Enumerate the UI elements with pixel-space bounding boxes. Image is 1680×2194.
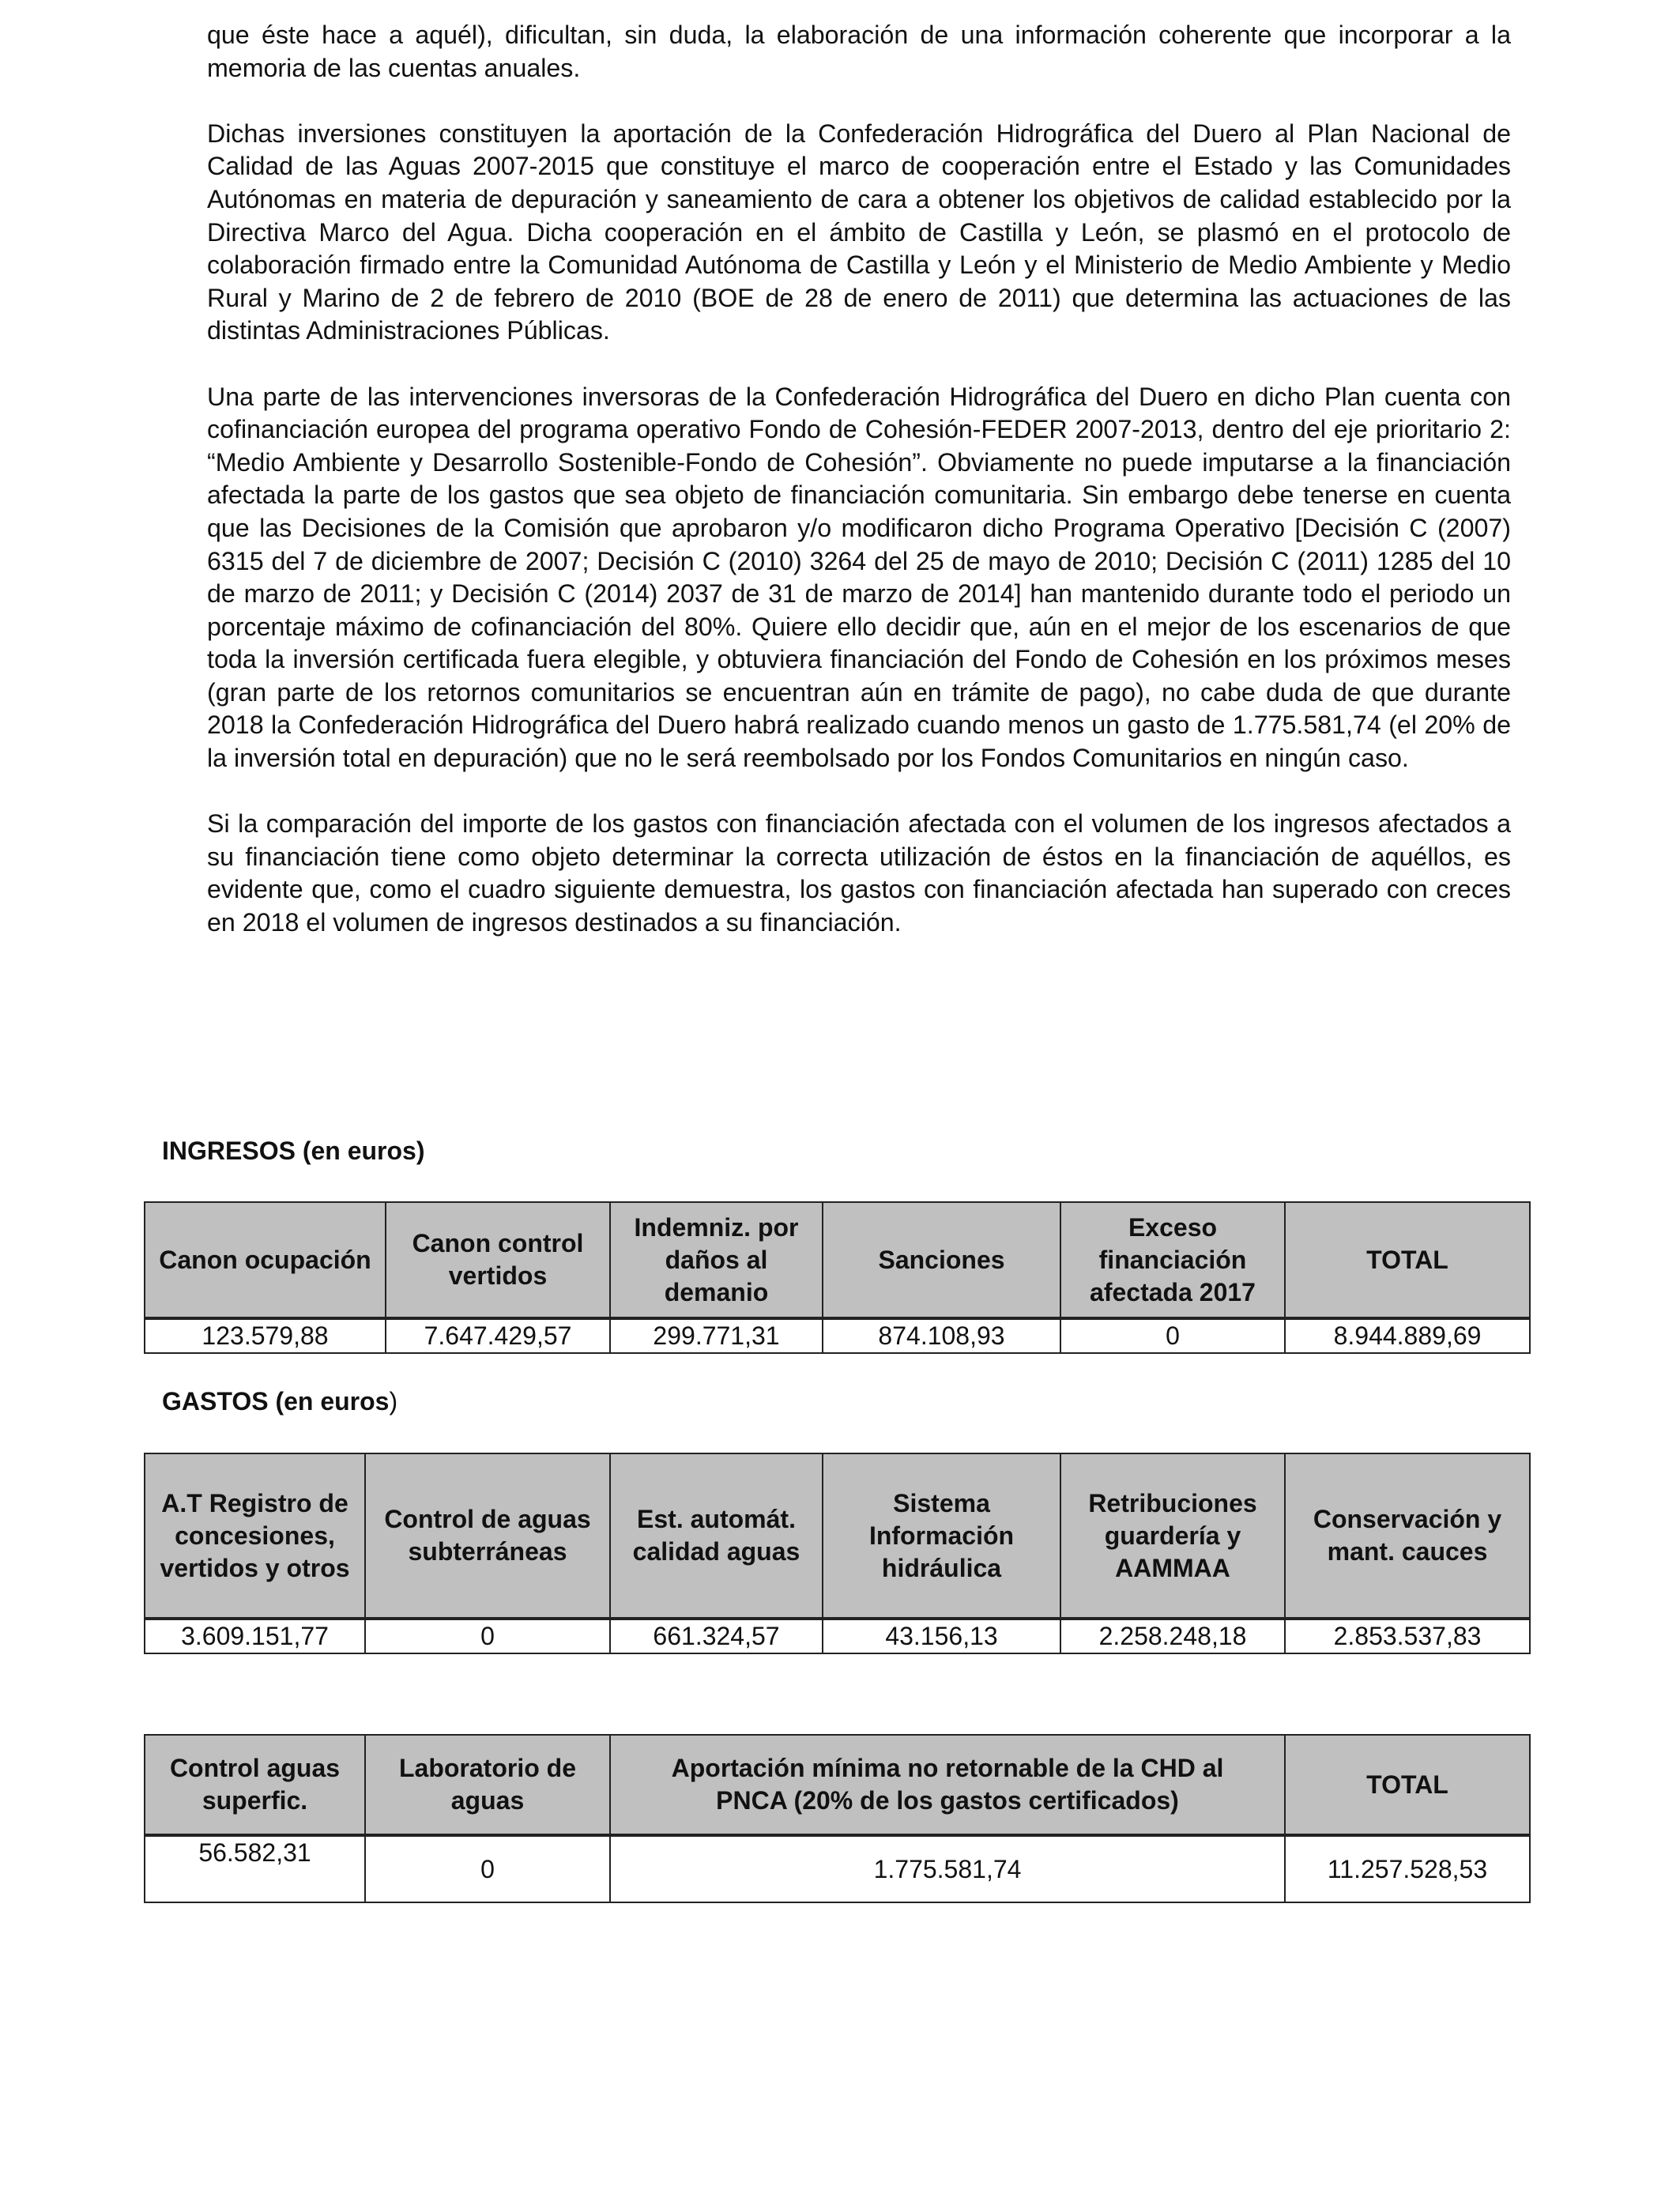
paragraph: Dichas inversiones constituyen la aportación de la Confederación Hidrográfica del Duero al Plan Nacional de Calidad de las Aguas 2007-2015 que constituye el marco de cooperación entre el Estado y las Comunidades Autónomas en materia de depuración y saneamiento de cara a obtener los objetivos de calidad establecido por la Directiva Marco del Agua. Dicha cooperación en el ámbito de Castilla y León, se plasmó en el protocolo de colaboración firmado entre la Comunidad Autónoma de Castilla y León y el Ministerio de Medio Ambiente y Medio Rural y Marino de 2 de febrero de 2010 (BOE de 28 de enero de 2011) que determina las actuaciones de las distintas Administraciones Públicas. <box>207 119 1511 345</box>
value-cell: 0 <box>365 1619 610 1653</box>
value-cell: 2.258.248,18 <box>1060 1619 1285 1653</box>
header-cell: Est. automát. calidad aguas <box>610 1453 823 1619</box>
value-cell: 1.775.581,74 <box>610 1835 1285 1902</box>
gastos-heading-tail: ) <box>389 1387 398 1416</box>
paragraph: que éste hace a aquél), dificultan, sin duda, la elaboración de una información coherente que incorporar a la memoria de las cuentas anuales. <box>207 21 1511 82</box>
value-cell: 8.944.889,69 <box>1285 1318 1530 1353</box>
header-cell: Control aguas superfic. <box>145 1735 365 1835</box>
paragraph: Si la comparación del importe de los gastos con financiación afectada con el volumen de los ingresos afectados a su financiación tiene como objeto determinar la correcta utilización de éstos en la financiación de aquéllos, es evidente que, como el cuadro siguiente demuestra, los gastos con financiación afectada han superado con creces en 2018 el volumen de ingresos destinados a su financiación. <box>207 809 1511 937</box>
value-cell: 661.324,57 <box>610 1619 823 1653</box>
header-cell: TOTAL <box>1285 1735 1530 1835</box>
gastos-heading <box>162 1387 397 1416</box>
header-cell: Exceso financiación afectada 2017 <box>1060 1202 1285 1318</box>
gastos-table-2 <box>144 1734 1531 1903</box>
header-cell: Sanciones <box>823 1202 1060 1318</box>
value-cell: 2.853.537,83 <box>1285 1619 1530 1653</box>
header-cell: A.T Registro de concesiones, vertidos y otros <box>145 1453 365 1619</box>
value-cell: 7.647.429,57 <box>386 1318 610 1353</box>
value-cell: 0 <box>365 1835 610 1902</box>
ingresos-table <box>144 1201 1531 1354</box>
value-cell: 43.156,13 <box>823 1619 1060 1653</box>
table-header-row <box>145 1202 1530 1318</box>
header-cell: Indemniz. por daños al demanio <box>610 1202 823 1318</box>
value-cell: 3.609.151,77 <box>145 1619 365 1653</box>
value-cell: 299.771,31 <box>610 1318 823 1353</box>
gastos-heading-text: GASTOS (en euros <box>162 1387 390 1416</box>
table-header-row <box>145 1735 1530 1835</box>
header-cell: Laboratorio de aguas <box>365 1735 610 1835</box>
table-header-row <box>145 1453 1530 1619</box>
value-cell: 56.582,31 <box>145 1835 365 1902</box>
table-row <box>145 1318 1530 1353</box>
table-row <box>145 1619 1530 1653</box>
header-cell: Conservación y mant. cauces <box>1285 1453 1530 1619</box>
gastos-table-1 <box>144 1453 1531 1654</box>
table-row <box>145 1835 1530 1902</box>
header-cell: Canon ocupación <box>145 1202 386 1318</box>
value-cell: 874.108,93 <box>823 1318 1060 1353</box>
header-cell: Retribuciones guardería y AAMMAA <box>1060 1453 1285 1619</box>
header-cell: Aportación mínima no retornable de la CHD al PNCA (20% de los gastos certificados) <box>610 1735 1285 1835</box>
header-cell: Control de aguas subterráneas <box>365 1453 610 1619</box>
header-cell: Canon control vertidos <box>386 1202 610 1318</box>
header-cell: Sistema Información hidráulica <box>823 1453 1060 1619</box>
header-cell: TOTAL <box>1285 1202 1530 1318</box>
ingresos-heading: INGRESOS (en euros) <box>162 1137 425 1165</box>
paragraph: Una parte de las intervenciones inversoras de la Confederación Hidrográfica del Duero en dicho Plan cuenta con cofinanciación europea del programa operativo Fondo de Cohesión-FEDER 2007-2013, dentro del eje prioritario 2: “Medio Ambiente y Desarrollo Sostenible-Fondo de Cohesión”. Obviamente no puede imputarse a la financiación afectada la parte de los gastos que sea objeto de financiación comunitaria. Sin embargo debe tenerse en cuenta que las Decisiones de la Comisión que aprobaron y/o modificaron dicho Programa Operativo [Decisión C (2007) 6315 del 7 de diciembre de 2007; Decisión C (2010) 3264 del 25 de mayo de 2010; Decisión C (2011) 1285 del 10 de marzo de 2011; y Decisión C (2014) 2037 de 31 de marzo de 2014] han mantenido durante todo el periodo un porcentaje máximo de cofinanciación del 80%. Quiere ello decidir que, aún en el mejor de los escenarios de que toda la inversión certificada fuera elegible, y obtuviera financiación del Fondo de Cohesión en los próximos meses (gran parte de los retornos comunitarios se encuentran aún en trámite de pago), no cabe duda de que durante 2018 la Confederación Hidrográfica del Duero habrá realizado cuando menos un gasto de 1.775.581,74 (el 20% de la inversión total en depuración) que no le será reembolsado por los Fondos Comunitarios en ningún caso. <box>207 382 1511 773</box>
value-cell: 11.257.528,53 <box>1285 1835 1530 1902</box>
body-text <box>207 19 1511 972</box>
value-cell: 0 <box>1060 1318 1285 1353</box>
value-cell: 123.579,88 <box>145 1318 386 1353</box>
